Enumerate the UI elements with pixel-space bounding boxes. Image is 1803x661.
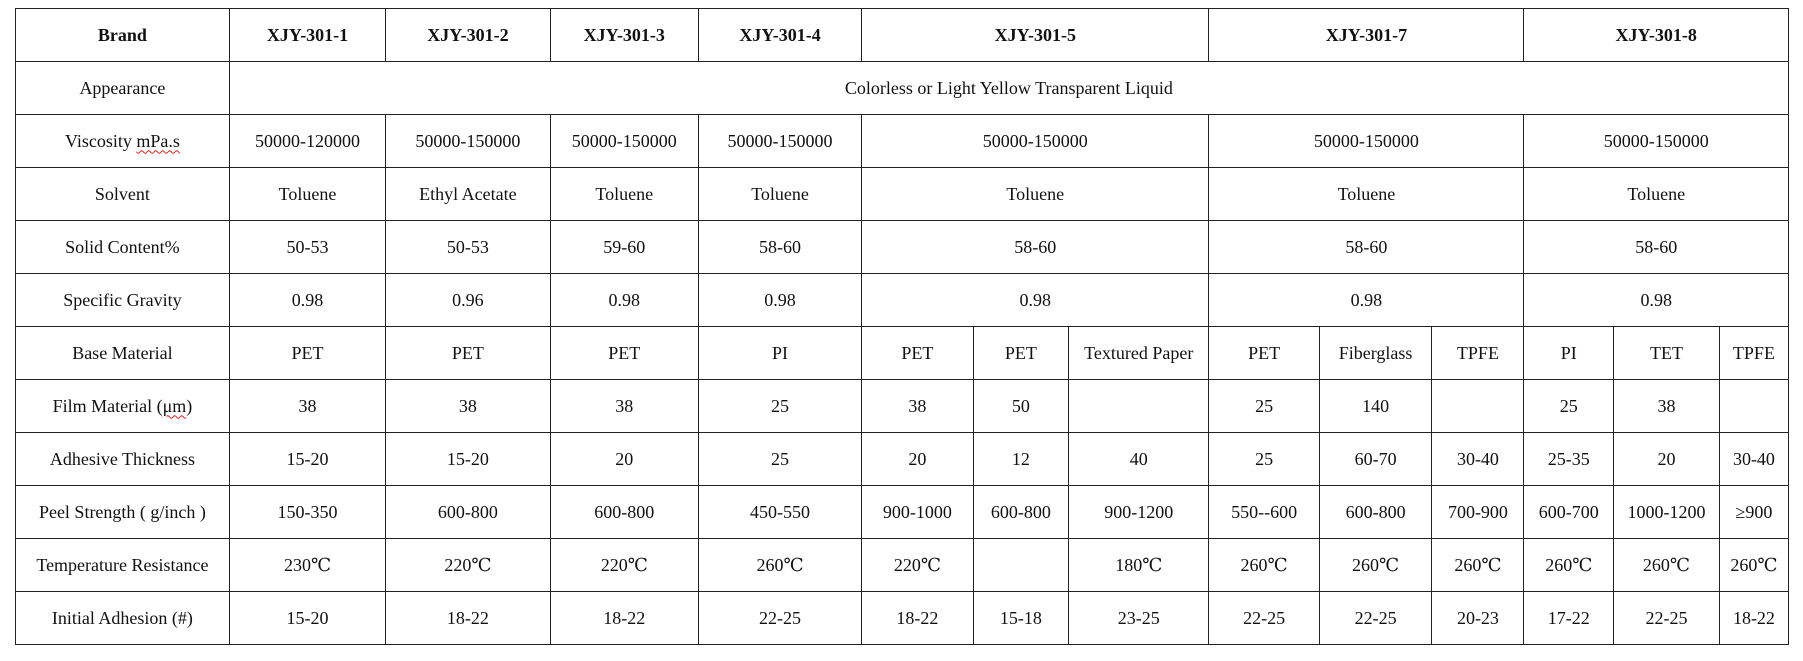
table-cell: 0.96: [386, 274, 550, 327]
row-label: Solid Content%: [16, 221, 230, 274]
row-label: [16, 115, 230, 168]
row-label: Adhesive Thickness: [16, 433, 230, 486]
table-cell: 260℃: [1614, 539, 1720, 592]
table-cell: 22-25: [1614, 592, 1720, 645]
table-cell: 0.98: [229, 274, 385, 327]
temperature-resistance-row: [16, 539, 1789, 592]
table-cell: PET: [550, 327, 698, 380]
table-cell: 20-23: [1432, 592, 1524, 645]
row-label: Specific Gravity: [16, 274, 230, 327]
table-cell: 0.98: [1209, 274, 1524, 327]
table-cell: PI: [1524, 327, 1614, 380]
table-cell: [1719, 380, 1788, 433]
table-cell: 40: [1069, 433, 1209, 486]
table-cell: 0.98: [698, 274, 861, 327]
table-cell: 220℃: [386, 539, 550, 592]
table-cell: 15-20: [229, 592, 385, 645]
table-cell: 25: [1209, 433, 1319, 486]
row-label: Appearance: [16, 62, 230, 115]
table-cell: [1432, 380, 1524, 433]
table-cell: 23-25: [1069, 592, 1209, 645]
table-cell: 50-53: [386, 221, 550, 274]
table-cell: 600-800: [550, 486, 698, 539]
table-cell: 38: [862, 380, 974, 433]
table-cell: PET: [1209, 327, 1319, 380]
film-material-row: [16, 380, 1789, 433]
table-cell: 600-800: [973, 486, 1068, 539]
table-cell: 50-53: [229, 221, 385, 274]
adhesive-spec-table: [15, 8, 1789, 645]
table-cell: 58-60: [1209, 221, 1524, 274]
table-cell: 600-800: [386, 486, 550, 539]
table-cell: 30-40: [1432, 433, 1524, 486]
table-cell: PET: [973, 327, 1068, 380]
table-cell: Textured Paper: [1069, 327, 1209, 380]
table-cell: 600-700: [1524, 486, 1614, 539]
table-cell: 50000-150000: [386, 115, 550, 168]
table-cell: 38: [1614, 380, 1720, 433]
row-label: Peel Strength ( g/inch ): [16, 486, 230, 539]
row-label: Solvent: [16, 168, 230, 221]
model-header: XJY-301-2: [386, 9, 550, 62]
row-label-text: Film Material (: [52, 395, 163, 416]
table-cell: 20: [862, 433, 974, 486]
table-cell: 22-25: [1319, 592, 1432, 645]
row-label-end: ): [186, 395, 193, 416]
row-label: Temperature Resistance: [16, 539, 230, 592]
table-cell: Colorless or Light Yellow Transparent Liquid: [229, 62, 1788, 115]
table-cell: 60-70: [1319, 433, 1432, 486]
model-header: XJY-301-3: [550, 9, 698, 62]
table-cell: Fiberglass: [1319, 327, 1432, 380]
table-cell: Toluene: [229, 168, 385, 221]
specific-gravity-row: [16, 274, 1789, 327]
table-cell: 230℃: [229, 539, 385, 592]
table-cell: 50000-150000: [698, 115, 861, 168]
model-header: XJY-301-4: [698, 9, 861, 62]
header-row: [16, 9, 1789, 62]
model-header: XJY-301-8: [1524, 9, 1789, 62]
table-cell: 58-60: [698, 221, 861, 274]
table-cell: 15-18: [973, 592, 1068, 645]
table-cell: 38: [386, 380, 550, 433]
table-cell: 600-800: [1319, 486, 1432, 539]
table-cell: 30-40: [1719, 433, 1788, 486]
table-cell: 50000-150000: [1524, 115, 1789, 168]
brand-header: Brand: [16, 9, 230, 62]
table-cell: [1069, 380, 1209, 433]
table-cell: 59-60: [550, 221, 698, 274]
table-cell: 58-60: [862, 221, 1209, 274]
table-cell: 700-900: [1432, 486, 1524, 539]
table-cell: ≥900: [1719, 486, 1788, 539]
table-cell: 220℃: [862, 539, 974, 592]
table-cell: 450-550: [698, 486, 861, 539]
table-cell: 58-60: [1524, 221, 1789, 274]
table-cell: 50000-150000: [550, 115, 698, 168]
solvent-row: [16, 168, 1789, 221]
table-cell: 20: [550, 433, 698, 486]
model-header: XJY-301-5: [862, 9, 1209, 62]
table-cell: 260℃: [1209, 539, 1319, 592]
table-cell: Ethyl Acetate: [386, 168, 550, 221]
table-cell: Toluene: [1524, 168, 1789, 221]
table-cell: 20: [1614, 433, 1720, 486]
adhesive-thickness-row: [16, 433, 1789, 486]
table-cell: 260℃: [698, 539, 861, 592]
table-cell: PI: [698, 327, 861, 380]
row-label: [16, 380, 230, 433]
table-cell: Toluene: [862, 168, 1209, 221]
table-cell: 50000-150000: [1209, 115, 1524, 168]
table-cell: 25: [698, 433, 861, 486]
table-cell: 18-22: [1719, 592, 1788, 645]
table-cell: PET: [229, 327, 385, 380]
table-cell: 15-20: [386, 433, 550, 486]
table-cell: 50: [973, 380, 1068, 433]
table-cell: 260℃: [1524, 539, 1614, 592]
table-cell: TET: [1614, 327, 1720, 380]
table-cell: 0.98: [1524, 274, 1789, 327]
table-cell: 18-22: [862, 592, 974, 645]
table-cell: [973, 539, 1068, 592]
table-cell: 220℃: [550, 539, 698, 592]
table-cell: 22-25: [698, 592, 861, 645]
peel-strength-row: [16, 486, 1789, 539]
table-cell: TPFE: [1432, 327, 1524, 380]
table-cell: 900-1200: [1069, 486, 1209, 539]
table-cell: 25-35: [1524, 433, 1614, 486]
appearance-row: [16, 62, 1789, 115]
table-cell: 140: [1319, 380, 1432, 433]
table-cell: 12: [973, 433, 1068, 486]
table-cell: 15-20: [229, 433, 385, 486]
model-header: XJY-301-7: [1209, 9, 1524, 62]
model-header: XJY-301-1: [229, 9, 385, 62]
table-cell: 38: [550, 380, 698, 433]
table-cell: 260℃: [1319, 539, 1432, 592]
table-cell: 25: [698, 380, 861, 433]
table-cell: Toluene: [550, 168, 698, 221]
row-label-text: Viscosity: [64, 130, 137, 151]
row-label-unit: mPa.s: [136, 130, 180, 151]
table-cell: 260℃: [1719, 539, 1788, 592]
table-cell: 260℃: [1432, 539, 1524, 592]
table-cell: 50000-120000: [229, 115, 385, 168]
viscosity-row: [16, 115, 1789, 168]
table-cell: 50000-150000: [862, 115, 1209, 168]
table-cell: 0.98: [862, 274, 1209, 327]
table-cell: 18-22: [550, 592, 698, 645]
base-material-row: [16, 327, 1789, 380]
table-cell: 22-25: [1209, 592, 1319, 645]
initial-adhesion-row: [16, 592, 1789, 645]
table-cell: 25: [1524, 380, 1614, 433]
table-cell: Toluene: [1209, 168, 1524, 221]
table-cell: 180℃: [1069, 539, 1209, 592]
spec-table-container: [15, 8, 1789, 645]
table-cell: TPFE: [1719, 327, 1788, 380]
table-cell: Toluene: [698, 168, 861, 221]
table-cell: 25: [1209, 380, 1319, 433]
table-cell: 38: [229, 380, 385, 433]
table-cell: 550--600: [1209, 486, 1319, 539]
solid-content-row: [16, 221, 1789, 274]
table-cell: 1000-1200: [1614, 486, 1720, 539]
table-cell: 18-22: [386, 592, 550, 645]
row-label: Base Material: [16, 327, 230, 380]
row-label: Initial Adhesion (#): [16, 592, 230, 645]
table-cell: 900-1000: [862, 486, 974, 539]
table-cell: 0.98: [550, 274, 698, 327]
table-cell: PET: [862, 327, 974, 380]
table-cell: 150-350: [229, 486, 385, 539]
row-label-unit: μm: [162, 395, 187, 416]
table-cell: 17-22: [1524, 592, 1614, 645]
table-cell: PET: [386, 327, 550, 380]
